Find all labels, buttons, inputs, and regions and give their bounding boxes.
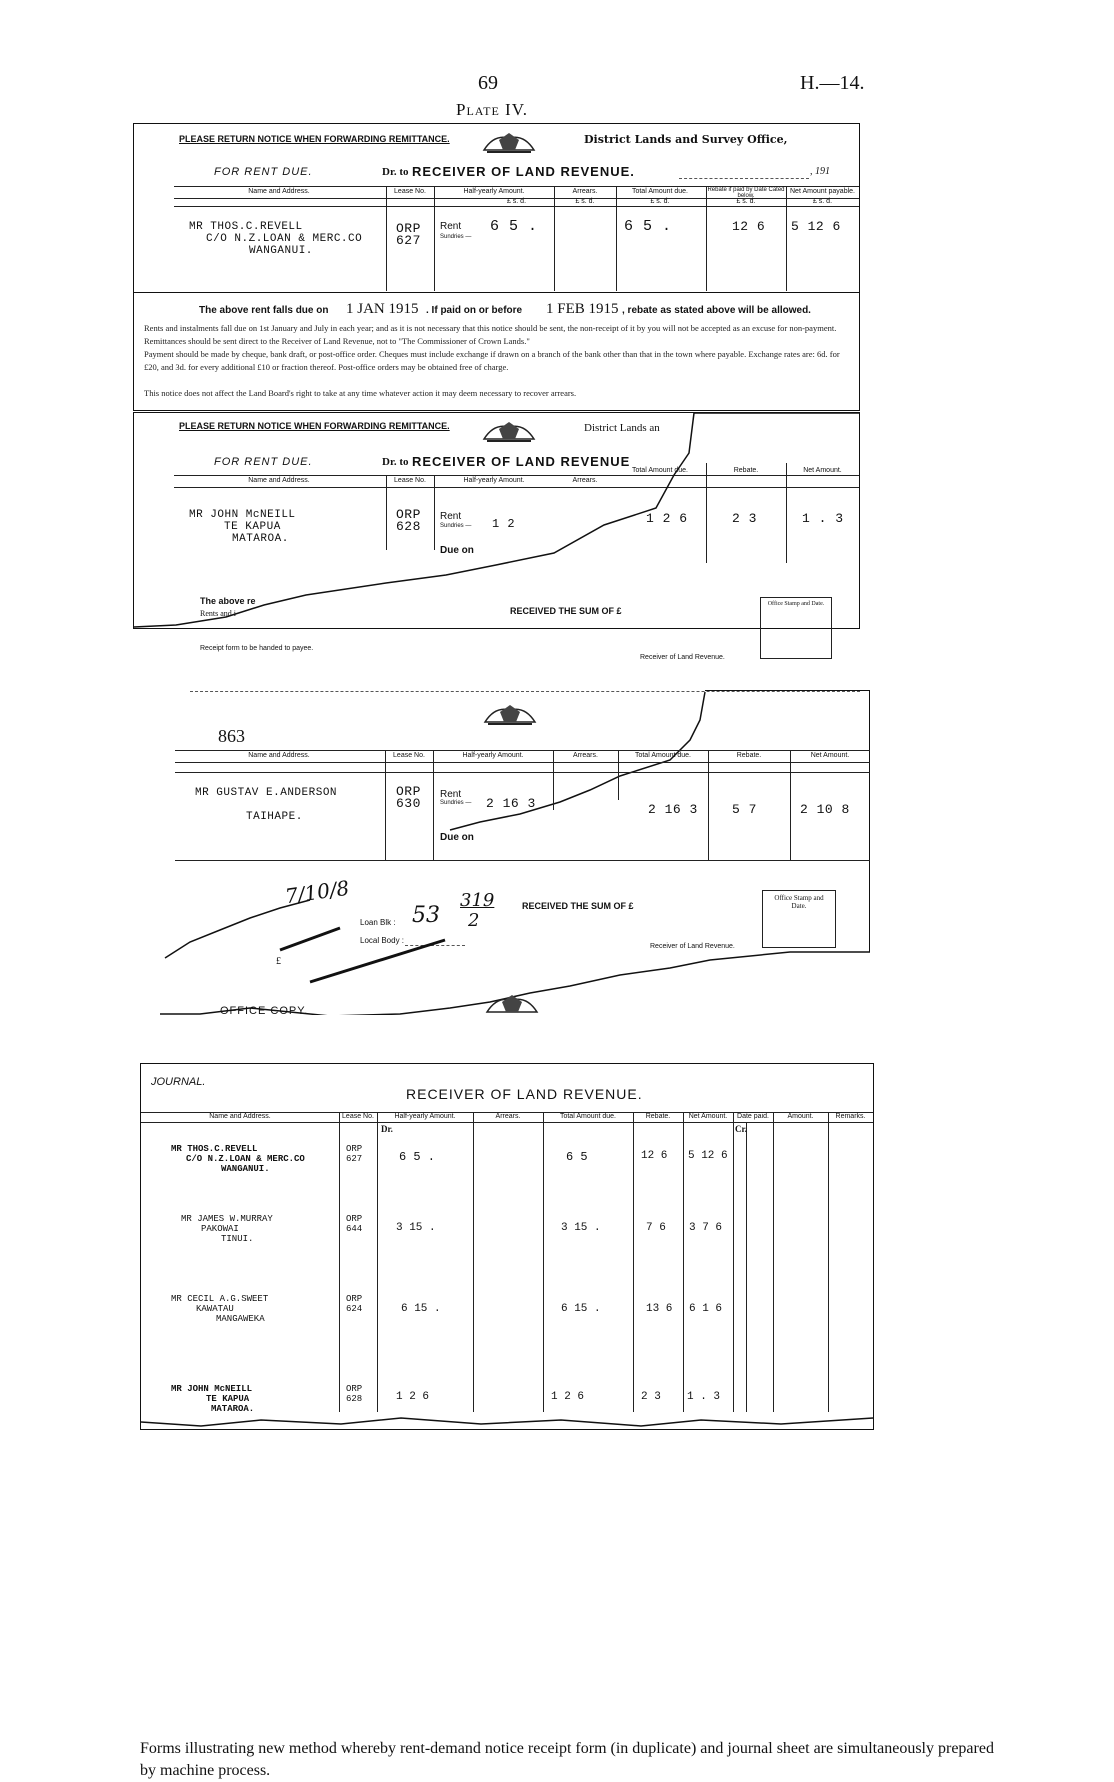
col-remarks: Remarks. [835, 1113, 866, 1120]
due-date: 1 JAN 1915 [346, 301, 419, 317]
for-rent-due-label: FOR RENT DUE. [214, 456, 313, 468]
dr-to-label: Dr. to [382, 166, 409, 178]
journal-row-town: MANGAWEKA [216, 1314, 265, 1324]
journal-row-total: 6 5 [566, 1150, 588, 1164]
col-lease: Lease No. [393, 752, 425, 759]
notice-paragraph-1: Rents and instalments fall due on 1st January and July in each year; and as it is not necessary that this notice should be sent, the non-receipt of it by you will not be accepted as an excuse for non-payment. Remittances should be sent direct to the Receiver of Land Revenue, not to "The Commissioner of Crown Lands." [144, 323, 837, 346]
journal-row-total: 3 15 . [561, 1222, 601, 1234]
col-net: Net Amount. [803, 467, 842, 474]
receiver-heading: RECEIVER OF LAND REVENUE. [412, 164, 635, 179]
payee-name: MR THOS.C.REVELL [189, 221, 303, 233]
col-name: Name and Address. [209, 1113, 271, 1120]
rents-fragment: Rents and i [200, 609, 236, 618]
office-stamp-label: Office Stamp and Date. [774, 894, 824, 910]
received-sum-label: RECEIVED THE SUM OF £ [510, 606, 622, 616]
journal-row-name: MR JAMES W.MURRAY [181, 1214, 273, 1224]
journal-title: RECEIVER OF LAND REVENUE. [406, 1086, 643, 1102]
journal-row-address: TE KAPUA [206, 1394, 250, 1404]
journal-row-net: 1 . 3 [687, 1391, 721, 1403]
col-net: Net Amount payable. [790, 188, 855, 195]
office-copy-label: OFFICE COPY. [220, 1005, 309, 1017]
journal-row-name: MR CECIL A.G.SWEET [171, 1294, 269, 1304]
net-amount: 2 10 8 [800, 802, 850, 817]
journal-row-net: 3 7 6 [689, 1222, 723, 1234]
torn-bottom-edge [141, 1412, 873, 1432]
receipt-form-note: Receipt form to be handed to payee. [200, 645, 314, 652]
journal-row-town: TINUI. [221, 1234, 254, 1244]
handwritten-date: 7/10/8 [283, 875, 351, 909]
notice-paragraph-2: Payment should be made by cheque, bank draft, or post-office order. Cheques must include exchange if drawn on a branch of the bank other than that in the town where payable. Exchange rates are: 6d. for £20, and 3d. for every additional £10 or fraction thereof. Post-office orders may be obtained free of charge. [144, 349, 840, 372]
due-on-label: Due on [440, 832, 474, 843]
col-total: Total Amount due. [631, 188, 689, 195]
figure-caption: Forms illustrating new method whereby rent-demand notice receipt form (in duplicate) and journal sheet are simultaneously prepared by machine process. [140, 1740, 994, 1779]
rent-label: Rent [440, 511, 462, 522]
journal-row-lease: ORP [346, 1144, 363, 1154]
receiver-heading: RECEIVER OF LAND REVENUE [412, 454, 631, 469]
lease-type: ORP [396, 221, 421, 236]
rebate-amount: 5 7 [732, 802, 757, 817]
lsd-label: £ s. d. [506, 198, 527, 205]
col-lease: Lease No. [394, 188, 426, 195]
sundries-label: Sundries — [440, 523, 472, 529]
col-rebate: Rebate if paid by Date Cated below. [707, 187, 785, 199]
journal-row-address: KAWATAU [196, 1304, 234, 1314]
due-line-c: , rebate as stated above will be allowed. [622, 305, 811, 316]
rent-label: Rent [440, 789, 462, 800]
payee-address: TE KAPUA [224, 521, 281, 533]
dr-label: Dr. [381, 1124, 393, 1134]
half-yearly-amount: 6 5 . [490, 218, 538, 235]
receiver-signature: Receiver of Land Revenue. [650, 943, 735, 950]
journal-sheet [140, 1063, 874, 1430]
receiver-signature: Receiver of Land Revenue. [640, 654, 725, 661]
net-amount: 1 . 3 [802, 511, 844, 526]
due-line-a: The above rent falls due on [199, 305, 329, 316]
before-date: 1 FEB 1915 [546, 301, 619, 317]
col-half: Half-yearly Amount. [462, 752, 524, 759]
payee-town: MATAROA. [232, 533, 289, 545]
lease-number: 630 [396, 796, 421, 811]
coat-of-arms-icon [479, 130, 539, 154]
lsd-label: £ s. d. [812, 198, 833, 205]
col-net: Net Amount. [688, 1113, 728, 1120]
rent-notice-3 [150, 690, 870, 1015]
payee-name: MR GUSTAV E.ANDERSON [195, 787, 338, 799]
payee-town: WANGANUI. [249, 245, 313, 257]
return-notice-label: PLEASE RETURN NOTICE WHEN FORWARDING REMITTANCE. [179, 421, 450, 431]
journal-row-lease-no: 624 [346, 1304, 363, 1314]
office-stamp-box [760, 597, 832, 659]
pen-stroke-icon [270, 920, 450, 990]
year-label: , 191 [810, 166, 830, 177]
journal-row-total: 1 2 6 [551, 1391, 585, 1403]
payee-address: C/O N.Z.LOAN & MERC.CO [206, 233, 363, 245]
col-lease: Lease No. [342, 1113, 374, 1120]
sundries-label: Sundries — [440, 800, 472, 806]
col-name: Name and Address. [248, 477, 310, 484]
coat-of-arms-icon [480, 702, 540, 726]
local-body-label: Local Body : [360, 936, 405, 945]
journal-row-address: C/O N.Z.LOAN & MERC.CO [186, 1154, 305, 1164]
journal-row-rebate: 2 3 [641, 1391, 661, 1403]
lsd-label: £ s. d. [650, 198, 670, 205]
cr-label: Cr. [735, 1124, 747, 1134]
journal-row-lease-no: 644 [346, 1224, 363, 1234]
journal-row-lease-no: 628 [346, 1394, 363, 1404]
sundries-label: Sundries — [440, 234, 472, 240]
lsd-label: £ s. d. [736, 198, 756, 205]
rebate-amount: 12 6 [732, 219, 766, 234]
col-name: Name and Address. [248, 752, 310, 759]
office-label: District Lands an [584, 422, 660, 434]
document-ref: H.—14. [800, 72, 865, 94]
journal-row-half: 6 15 . [401, 1303, 441, 1315]
col-half: Half-yearly Amount. [463, 188, 525, 195]
dr-to-label: Dr. to [382, 456, 409, 468]
rent-notice-1 [133, 123, 860, 411]
col-name: Name and Address. [248, 188, 310, 195]
lease-type: ORP [396, 507, 421, 522]
journal-row-net: 6 1 6 [689, 1303, 723, 1315]
journal-row-lease-no: 627 [346, 1154, 363, 1164]
journal-row-net: 5 12 6 [688, 1150, 728, 1162]
col-arrears: Arrears. [495, 1113, 521, 1120]
col-total: Total Amount due. [631, 467, 689, 474]
col-rebate: Rebate. [736, 752, 762, 759]
half-yearly-amount: 2 16 3 [486, 796, 536, 811]
fraction-top: 319 [460, 890, 495, 911]
col-arrears: Arrears. [572, 477, 598, 484]
notice3-border [150, 690, 870, 1015]
col-lease: Lease No. [394, 477, 426, 484]
col-date-paid: Date paid. [737, 1113, 769, 1120]
journal-row-lease: ORP [346, 1214, 363, 1224]
col-rebate: Rebate. [733, 467, 759, 474]
loan-blk-hand: 53 [412, 903, 440, 928]
notice-number: 863 [218, 726, 245, 746]
col-arrears: Arrears. [573, 752, 598, 759]
payee-town: TAIHAPE. [246, 811, 303, 823]
journal-label: JOURNAL. [151, 1076, 206, 1088]
payee-name: MR JOHN McNEILL [189, 509, 296, 521]
journal-row-rebate: 12 6 [641, 1150, 668, 1162]
journal-row-rebate: 13 6 [646, 1303, 673, 1315]
due-on-label: Due on [440, 545, 474, 556]
lease-number: 627 [396, 233, 421, 248]
journal-row-rebate: 7 6 [646, 1222, 666, 1234]
col-total: Total Amount due. [634, 752, 692, 759]
journal-row-address: PAKOWAI [201, 1224, 239, 1234]
col-rebate: Rebate. [645, 1113, 671, 1120]
lsd-label: £ s. d. [575, 198, 595, 205]
half-yearly-amount: 1 2 [492, 517, 516, 531]
col-total: Total Amount due. [559, 1113, 617, 1120]
fraction-bottom: 2 [468, 910, 480, 931]
journal-row-name: MR THOS.C.REVELL [171, 1144, 258, 1154]
for-rent-due-label: FOR RENT DUE. [214, 166, 313, 178]
rent-label: Rent [440, 221, 462, 232]
col-amount: Amount. [787, 1113, 814, 1120]
office-stamp-label: Office Stamp and Date. [767, 601, 825, 607]
total-amount: 2 16 3 [648, 802, 698, 817]
col-half: Half-yearly Amount. [463, 477, 525, 484]
received-sum-label: RECEIVED THE SUM OF £ [522, 901, 634, 911]
rebate-amount: 2 3 [732, 511, 757, 526]
net-amount: 5 12 6 [791, 219, 841, 234]
above-fragment: The above re [200, 596, 256, 606]
notice-paragraph-3: This notice does not affect the Land Board's right to take at any time whatever action it may deem necessary to recover arrears. [144, 388, 577, 398]
journal-row-half: 1 2 6 [396, 1391, 430, 1403]
pound-label: £ [276, 956, 281, 967]
total-amount: 6 5 . [624, 218, 672, 235]
office-stamp-box [762, 890, 836, 948]
return-notice-label: PLEASE RETURN NOTICE WHEN FORWARDING REMITTANCE. [179, 134, 450, 144]
office-label: District Lands and Survey Office, [584, 133, 788, 146]
coat-of-arms-icon [482, 992, 542, 1016]
journal-row-town: MATAROA. [211, 1404, 255, 1414]
journal-row-lease: ORP [346, 1294, 363, 1304]
journal-row-total: 6 15 . [561, 1303, 601, 1315]
loan-blk-label: Loan Blk : [360, 918, 396, 927]
lease-type: ORP [396, 784, 421, 799]
page-number: 69 [478, 72, 498, 94]
journal-row-lease: ORP [346, 1384, 363, 1394]
total-amount: 1 2 6 [646, 511, 688, 526]
col-half: Half-yearly Amount. [394, 1113, 456, 1120]
col-arrears: Arrears. [572, 188, 598, 195]
plate-title: Plate IV. [456, 100, 529, 119]
journal-row-name: MR JOHN McNEILL [171, 1384, 253, 1394]
col-net: Net Amount. [810, 752, 850, 759]
lease-number: 628 [396, 519, 421, 534]
journal-row-half: 3 15 . [396, 1222, 436, 1234]
journal-row-half: 6 5 . [399, 1150, 436, 1164]
journal-row-town: WANGANUI. [221, 1164, 270, 1174]
receipt-section-2 [150, 585, 870, 695]
due-line-b: . If paid on or before [426, 305, 523, 316]
